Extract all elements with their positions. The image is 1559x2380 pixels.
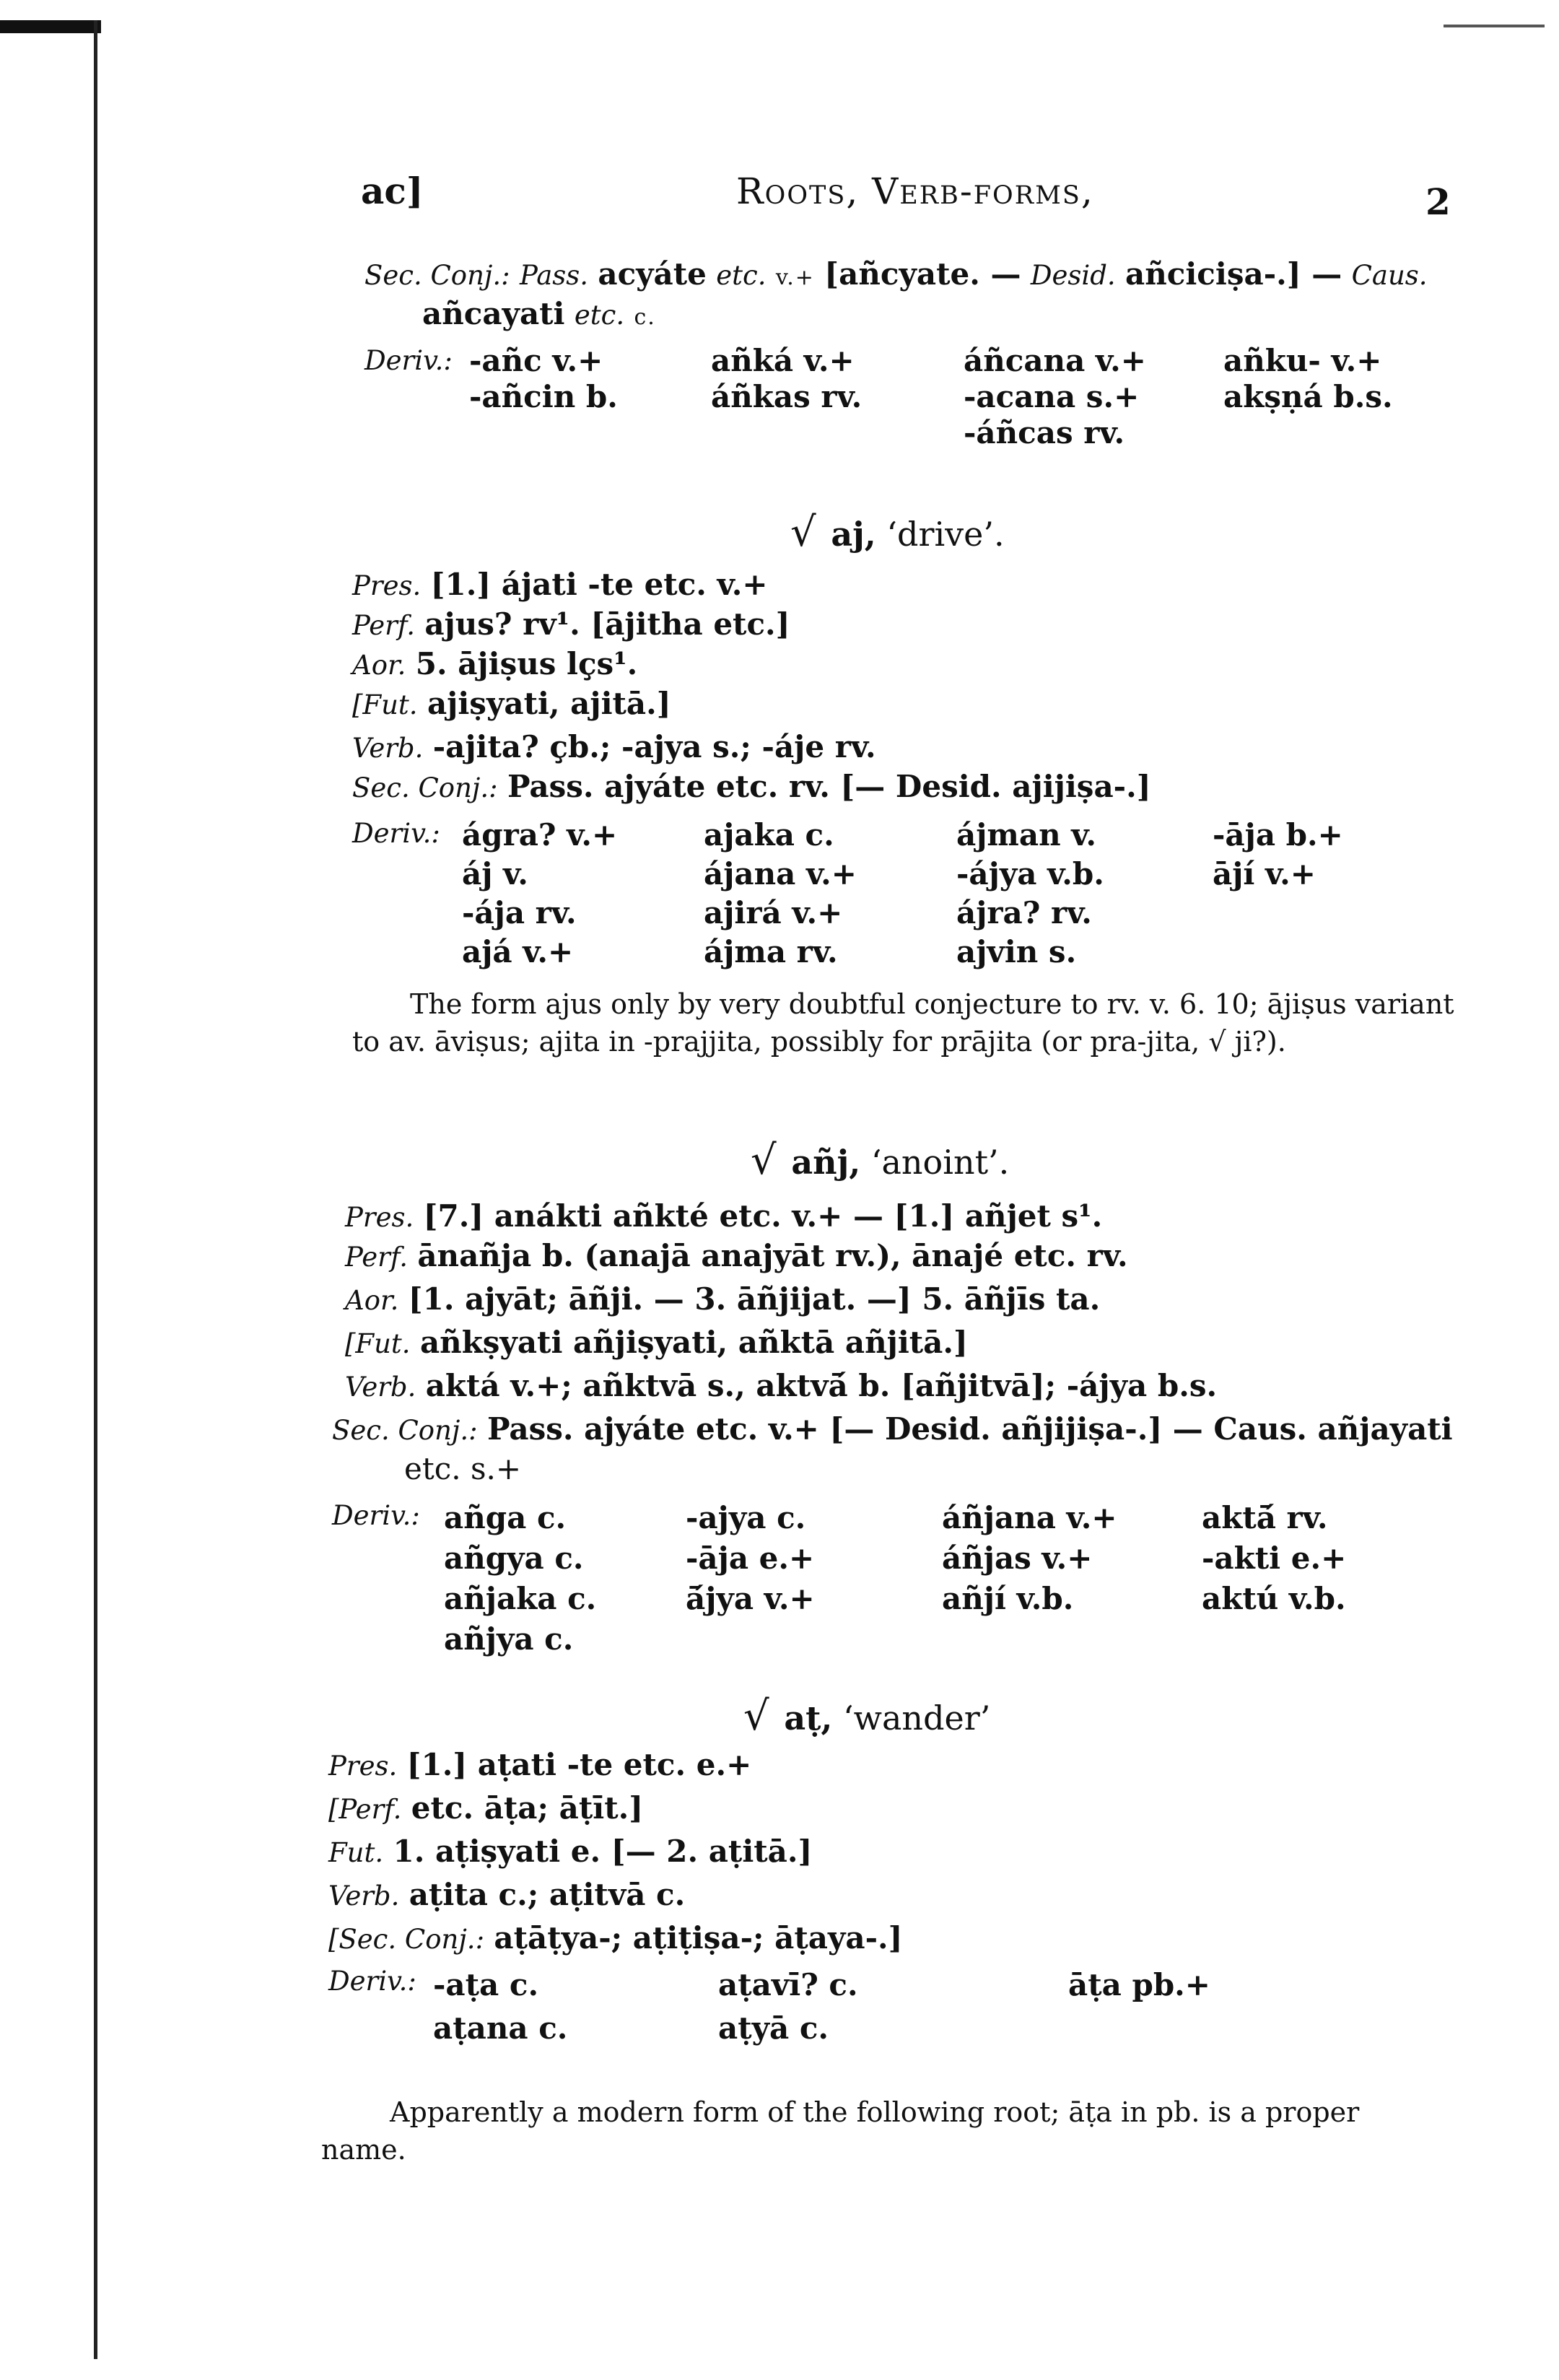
ac-deriv-col4: añku- v.+ akṣṇá b.s.	[1223, 343, 1393, 414]
aj-verb-line: Verb. -ajita? çb.; -ajya s.; -áje rv.	[352, 729, 876, 764]
anj-sec-conj-cont: etc. s.+	[404, 1451, 522, 1486]
ac-deriv-col3: áñcana v.+ -acana s.+ -áñcas rv.	[964, 343, 1146, 450]
anj-deriv-col3: áñjana v.+ áñjas v.+ añjí v.b.	[942, 1500, 1117, 1616]
aj-deriv-col2: ajaka c. ájana v.+ ajirá v.+ ájma rv.	[704, 817, 857, 969]
scan-edge-mark	[1444, 25, 1545, 27]
aj-aor-line: Aor. 5. ājiṣus lçs¹.	[352, 646, 638, 681]
aj-deriv-col3: ájman v. -ájya v.b. ájra? rv. ajvin s.	[956, 817, 1104, 969]
anj-sec-conj-line: Sec. Conj.: Pass. ajyáte etc. v.+ [— Desid. añjijiṣa-.] — Caus. añjayati	[332, 1411, 1453, 1447]
scan-edge-mark	[0, 20, 101, 33]
at-verb-line: Verb. aṭita c.; aṭitvā c.	[328, 1877, 686, 1912]
anj-verb-line: Verb. aktá v.+; añktvā s., aktvā́ b. [añjitvā]; -ájya b.s.	[345, 1368, 1218, 1403]
at-note: Apparently a modern form of the following root; āṭa in pb. is a proper name.	[321, 2096, 1360, 2166]
at-deriv-col1: -aṭa c. aṭana c.	[433, 1967, 568, 2046]
at-perf-line: [Perf. etc. āṭa; āṭīt.]	[328, 1790, 644, 1826]
running-head-title: Roots, Verb-forms,	[736, 170, 1094, 212]
anj-deriv-label: Deriv.:	[332, 1500, 420, 1531]
aj-perf-line: Perf. ajus? rv¹. [ājitha etc.]	[352, 606, 790, 642]
anj-fut-line: [Fut. añkṣyati añjiṣyati, añktā añjitā.]	[345, 1325, 968, 1360]
anj-deriv-col1: añga c. añgya c. añjaka c. añjya c.	[444, 1500, 597, 1657]
anj-deriv-col2: -ajya c. -āja e.+ ā́jya v.+	[686, 1500, 815, 1616]
aj-pres-line: Pres. [1.] ájati -te etc. v.+	[352, 567, 768, 602]
anj-deriv-col4: aktā́ rv. -akti e.+ aktú v.b.	[1202, 1500, 1347, 1616]
ac-sec-conj-cont: añcayati etc. c.	[422, 296, 656, 331]
ac-deriv-label: Deriv.:	[364, 345, 453, 376]
ac-sec-conj-line: Sec. Conj.: Pass. acyáte etc. v.+ [añcyate. — Desid. añciciṣa-.] — Caus.	[364, 256, 1428, 292]
radical-sign-icon: √	[751, 1137, 777, 1184]
anj-perf-line: Perf. ānañja b. (anajā anajyāt rv.), ānajé etc. rv.	[345, 1238, 1128, 1273]
aj-deriv-col1: ágra? v.+ áj v. -ája rv. ajá v.+	[462, 817, 618, 969]
ac-deriv-col2: añká v.+ áñkas rv.	[711, 343, 863, 414]
aj-sec-conj-line: Sec. Conj.: Pass. ajyáte etc. rv. [— Desid. ajijiṣa-.]	[352, 769, 1151, 804]
running-head-left: ac]	[361, 170, 424, 212]
anj-aor-line: Aor. [1. ajyāt; āñji. — 3. āñjijat. —] 5. āñjīs ta.	[345, 1281, 1101, 1317]
at-sec-conj-line: [Sec. Conj.: aṭāṭya-; aṭiṭiṣa-; āṭaya-.]	[328, 1920, 903, 1956]
radical-sign-icon: √	[790, 509, 816, 556]
aj-deriv-label: Deriv.:	[352, 818, 440, 849]
anj-pres-line: Pres. [7.] anákti añkté etc. v.+ — [1.] añjet s¹.	[345, 1198, 1103, 1234]
aj-note: The form ajus only by very doubtful conjecture to rv. v. 6. 10; ājiṣus variant to av. āviṣus; ajita in -prajjita, possibly for prājita (or pra-jita, √ ji?).	[352, 988, 1454, 1058]
aj-deriv-col4: -āja b.+ ājí v.+	[1213, 817, 1343, 892]
at-deriv-col3: āṭa pb.+	[1068, 1967, 1210, 2002]
root-heading-aj: √ aj, ‘drive’.	[790, 509, 1005, 556]
aj-fut-line: [Fut. ajiṣyati, ajitā.]	[352, 686, 671, 721]
at-fut-line: Fut. 1. aṭiṣyati e. [— 2. aṭitā.]	[328, 1834, 813, 1869]
scan-margin-line	[94, 20, 97, 2359]
page-number: 2	[1425, 180, 1451, 223]
at-pres-line: Pres. [1.] aṭati -te etc. e.+	[328, 1747, 752, 1782]
at-deriv-col2: aṭavī? c. aṭyā c.	[718, 1967, 858, 2046]
ac-deriv-col1: -añc v.+ -añcin b.	[469, 343, 618, 414]
at-deriv-label: Deriv.:	[328, 1966, 416, 1997]
root-heading-at: √ aṭ, ‘wander’	[743, 1693, 991, 1740]
radical-sign-icon: √	[743, 1693, 769, 1740]
root-heading-anj: √ añj, ‘anoint’.	[751, 1137, 1010, 1184]
